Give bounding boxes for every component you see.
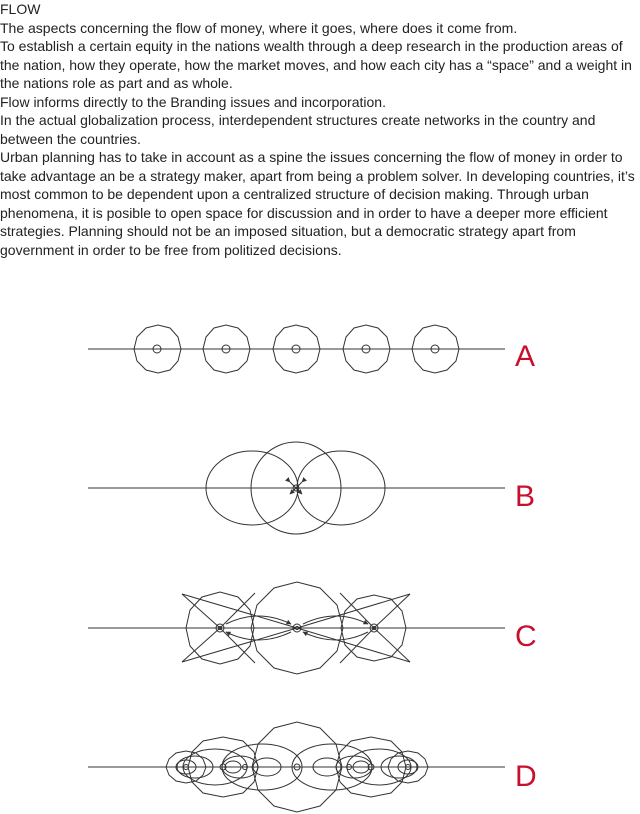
paragraph-1: The aspects concerning the flow of money, where it goes, where does it come from. xyxy=(0,19,518,36)
document-text xyxy=(0,0,640,259)
paragraph-3: Flow informs directly to the Branding issues and incorporation. xyxy=(0,93,386,110)
row-b-label: B xyxy=(515,480,536,513)
diagram-row-d xyxy=(88,722,537,812)
document-title: FLOW xyxy=(0,1,41,17)
diagram-row-c xyxy=(88,582,537,674)
paragraph-5: Urban planning has to take in account as a spine the issues concerning the flow of money in order to take advantage an be a strategy maker, apart from being a problem solver. In developing countries, it’s most common to be dependent upon a centralized structure of decision making. Through urban phenomena, it is posible to open space for discussion and in order to have a deeper more efficient strategies. Planning should not be an imposed situation, but a democratic strategy apart from government in order to be free from politized decisions. xyxy=(0,149,635,258)
diagram-row-b xyxy=(88,442,535,534)
paragraph-4: In the actual globalization process, interdependent structures create networks in the country and between the countries. xyxy=(0,112,596,147)
paragraph-2: To establish a certain equity in the nations wealth through a deep research in the production areas of the nation, how they operate, how the market moves, and how each city has a “space” and a weight in the nations role as part and as whole. xyxy=(0,38,632,91)
row-a-label: A xyxy=(515,340,536,373)
row-d-label: D xyxy=(515,760,537,793)
flow-diagram xyxy=(0,290,640,814)
diagram-row-a xyxy=(88,325,535,373)
row-c-label: C xyxy=(515,620,537,653)
